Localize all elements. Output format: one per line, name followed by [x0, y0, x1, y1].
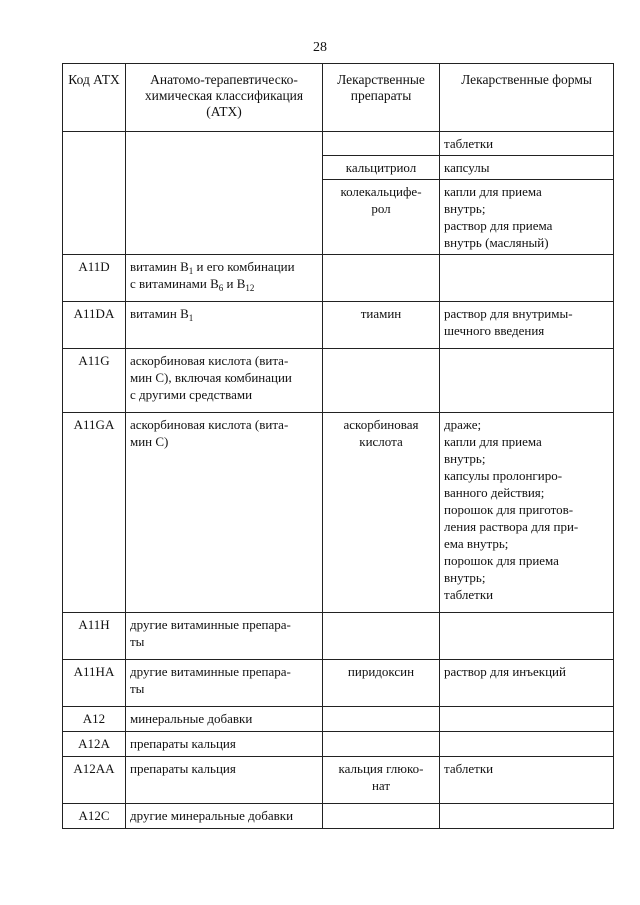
drug-cell [323, 255, 440, 302]
classification-cell: другие минеральные добавки [126, 804, 323, 829]
form-cell [440, 804, 614, 829]
form-line: капсулы пролонгиро- [444, 468, 563, 483]
drug-cell [323, 757, 440, 804]
drug-cell [323, 180, 440, 255]
code-cell: A12C [63, 804, 126, 829]
classification-line: с другими средствами [130, 387, 253, 402]
form-line: ления раствора для при- [444, 519, 579, 534]
code-cell: A11HA [63, 660, 126, 707]
form-line: капли для приема [444, 184, 542, 199]
form-line: порошок для приема [444, 553, 559, 568]
code-cell: A11DA [63, 302, 126, 349]
form-line: драже; [444, 417, 482, 432]
form-cell [440, 613, 614, 660]
table-row [63, 757, 614, 804]
form-cell: капсулы [440, 156, 614, 180]
form-cell [440, 413, 614, 613]
drug-line: нат [371, 778, 391, 793]
classification-cell [126, 255, 323, 302]
classification-line: с витаминами $В_6$ и $В_{12}$ [130, 276, 255, 293]
drug-cell [323, 613, 440, 660]
header-forms: Лекарственные формы [440, 64, 614, 132]
form-line: ванного действия; [444, 485, 545, 500]
header-row [63, 64, 614, 132]
drug-cell: тиамин [323, 302, 440, 349]
classification-line: ты [130, 681, 145, 696]
code-cell: A11G [63, 349, 126, 413]
form-cell [440, 732, 614, 757]
form-cell [440, 302, 614, 349]
form-line: внутрь; [444, 201, 486, 216]
drug-line: колекальцифе- [340, 184, 422, 199]
classification-line: мин С), включая комбинации [130, 370, 292, 385]
drug-cell [323, 732, 440, 757]
table-row [63, 302, 614, 349]
form-line: таблетки [444, 587, 494, 602]
classification-cell [126, 660, 323, 707]
form-cell [440, 707, 614, 732]
drug-cell: пиридоксин [323, 660, 440, 707]
page-number: 28 [313, 40, 327, 55]
table-row [63, 613, 614, 660]
classification-line: другие витаминные препара- [130, 617, 291, 632]
classification-cell: минеральные добавки [126, 707, 323, 732]
form-line: порошок для приготов- [444, 502, 574, 517]
header-classification: Анатомо-терапевтическо-химическая классификация (АТХ) [126, 64, 323, 132]
form-cell [440, 255, 614, 302]
header-drugs: Лекарственные препараты [323, 64, 440, 132]
drug-cell [323, 804, 440, 829]
classification-line: витамин $В_1$ и его комбинации [130, 259, 295, 276]
classification-cell [126, 613, 323, 660]
drug-cell: кальцитриол [323, 156, 440, 180]
form-line: внутрь; [444, 570, 486, 585]
code-cell [63, 132, 126, 255]
drug-line: рол [371, 201, 391, 216]
classification-line: аскорбиновая кислота (вита- [130, 417, 289, 432]
classification-line: мин С) [130, 434, 169, 449]
classification-cell [126, 349, 323, 413]
code-cell: A11D [63, 255, 126, 302]
table-row [63, 804, 614, 829]
table-row [63, 707, 614, 732]
drug-cell [323, 413, 440, 613]
drug-line: кислота [359, 434, 403, 449]
drug-line: аскорбиновая [343, 417, 419, 432]
form-line: раствор для внутримы- [444, 306, 573, 321]
code-cell: A12A [63, 732, 126, 757]
form-cell: таблетки [440, 757, 614, 804]
table-row [63, 255, 614, 302]
drug-line: кальция глюко- [338, 761, 424, 776]
table-row [63, 660, 614, 707]
form-line: шечного введения [444, 323, 545, 338]
form-line: внутрь (масляный) [444, 235, 549, 250]
classification-line: другие витаминные препара- [130, 664, 291, 679]
classification-cell [126, 413, 323, 613]
form-line: капли для приема [444, 434, 542, 449]
code-cell: A11GA [63, 413, 126, 613]
classification-cell [126, 132, 323, 255]
form-cell: таблетки [440, 132, 614, 156]
header-code: Код АТХ [63, 64, 126, 132]
code-cell: A12AA [63, 757, 126, 804]
classification-cell: витамин $В_1$ [126, 302, 323, 349]
table-row [63, 132, 614, 156]
form-line: внутрь; [444, 451, 486, 466]
classification-line: аскорбиновая кислота (вита- [130, 353, 289, 368]
table-row [63, 732, 614, 757]
form-cell: раствор для инъекций [440, 660, 614, 707]
classification-cell: препараты кальция [126, 757, 323, 804]
form-cell [440, 180, 614, 255]
atx-table [62, 63, 614, 829]
form-line: ема внутрь; [444, 536, 509, 551]
code-cell: A12 [63, 707, 126, 732]
table-row [63, 413, 614, 613]
code-cell: A11H [63, 613, 126, 660]
drug-cell [323, 132, 440, 156]
drug-cell [323, 349, 440, 413]
form-cell [440, 349, 614, 413]
table-row [63, 349, 614, 413]
drug-cell [323, 707, 440, 732]
classification-line: ты [130, 634, 145, 649]
classification-cell: препараты кальция [126, 732, 323, 757]
form-line: раствор для приема [444, 218, 553, 233]
